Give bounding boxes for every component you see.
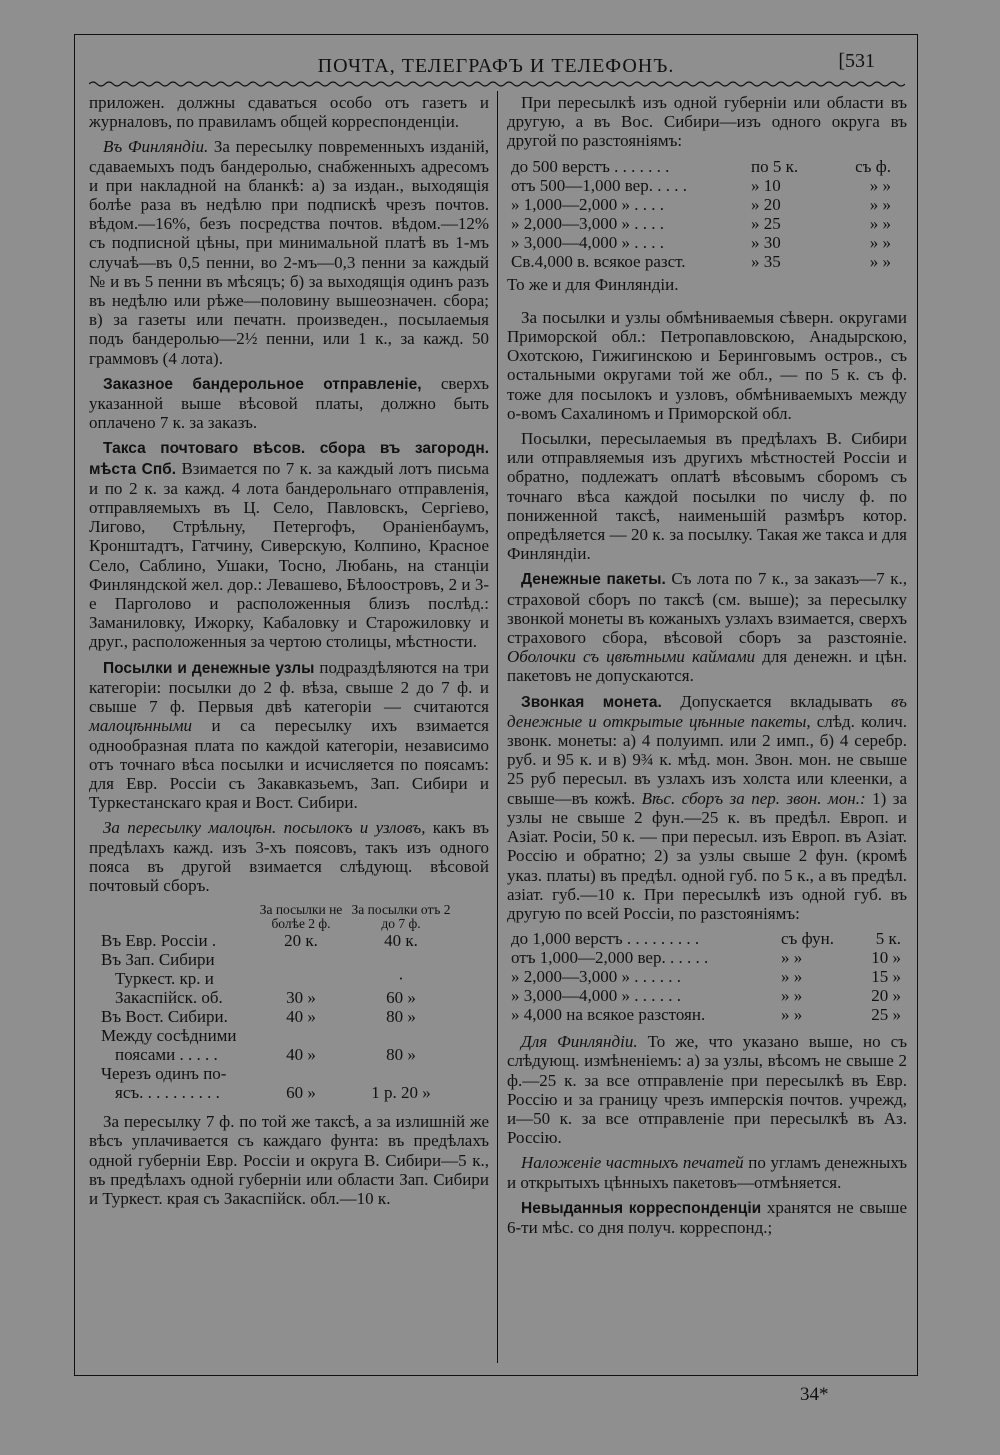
run-in-heading: Наложеніе частныхъ печатей	[521, 1153, 744, 1173]
run-in-heading: Невыданныя корреспонденціи	[521, 1199, 762, 1217]
table-row	[101, 1026, 451, 1045]
emphasis: малоцѣнными	[89, 716, 193, 736]
table-cell: Между сосѣдними	[101, 1026, 237, 1046]
table-cell: » »	[781, 948, 803, 968]
paragraph-text: подраздѣляются на три категоріи: посылки до 2 ф. вѣза, свыше 2 до 7 ф. и свыше 7 ф. Первыя двѣ категоріи — считаются	[89, 657, 489, 717]
paragraph-text: 1) за узлы не свыше 2 фун.—25 к. въ предѣл. Европ. и Азіат. Росіи, 50 к. — при пересыл. изъ Европ. въ Азіат. Россію и обратно; 2) за узлы свыше 2 фун. (кромѣ указ. платы) въ предѣл. одной губ. по 5 к., а въ предѣл. азіат. губ.—10 к. При пересылкѣ изъ одной губ. въ другую по всей Россіи, по разстояніямъ:	[507, 788, 907, 923]
emphasis: въ денежные и открытые цѣнные пакеты,	[507, 691, 907, 731]
table-cell: Туркест. кр. и	[115, 969, 214, 989]
table-cell: ·	[398, 969, 404, 989]
table-row	[101, 1045, 451, 1064]
paragraph	[507, 1198, 907, 1237]
paragraph	[89, 818, 489, 895]
distance-table	[511, 157, 891, 271]
run-in-heading: Такса почтоваго вѣсов. сбора въ загородн. мѣста Спб.	[89, 440, 489, 478]
signature-mark: 34*	[800, 1384, 829, 1405]
table-cell: » »	[781, 967, 803, 987]
paragraph: То же и для Финляндіи.	[507, 274, 679, 294]
paragraph-text: За пересылку повременныхъ изданій, сдаваемыхъ подъ бандеролью, снабженныхъ адресомъ и при накладной на бланкѣ: а) за издан., выходящія болѣе раза въ недѣлю при подпискѣ чрезъ почтов. вѣдом.—16%, безъ посредства почтов. вѣдом.—12% съ подписной цѣны, при минимальной платѣ въ 1-мъ случаѣ—въ 0,5 пенни, во 2-мъ—0,3 пенни за каждый № и въ 5 пенни въ мѣсяцъ; б) за выходящія одинъ разъ въ недѣлю или рѣже—половину вышеозначен. сбора; в) за газеты или печатн. произведен., посылаемыя подъ бандеролью—2½ пенни, или 1 к., за кажд. 50 граммовъ (4 лота).	[89, 137, 489, 368]
table-cell: 30 »	[286, 988, 316, 1008]
paragraph: При пересылкѣ изъ одной губерніи или области въ другую, а въ Вос. Сибири—изъ одного округа въ другой по разстояніямъ:	[507, 93, 907, 151]
coin-distance-table	[511, 929, 901, 1024]
table-cell: 20 к.	[284, 931, 318, 951]
table-row	[101, 950, 451, 969]
paragraph: Посылки, пересылаемыя въ предѣлахъ В. Сибири или отправляемыя изъ другихъ мѣстностей Россіи и обратно, подлежатъ оплатѣ вѣсовымъ сборомъ съ точнаго вѣса каждой посылки по числу ф. по пониженной таксѣ, наименьшій размѣръ котор. опредѣляется — 20 к. за посылку. Такая же такса и для Финляндіи.	[507, 429, 907, 564]
paragraph	[89, 137, 489, 367]
paragraph: приложен. должны сдаваться особо отъ газетъ и журналовъ, по правиламъ общей корреспонденціи.	[89, 93, 489, 132]
table-cell: Черезъ одинъ по-	[101, 1064, 227, 1084]
paragraph	[89, 658, 489, 813]
table-cell: » »	[869, 175, 891, 195]
table-cell	[351, 950, 451, 969]
table-cell: » 20	[751, 194, 781, 214]
table-row	[101, 988, 451, 1007]
table-row	[101, 1064, 451, 1083]
table-row	[101, 931, 451, 950]
table-cell: отъ 500—1,000 вер. . . . .	[511, 175, 687, 195]
page-frame	[74, 34, 918, 1376]
run-in-heading: Для Финляндіи.	[521, 1032, 638, 1052]
table-cell: 40 к.	[384, 931, 418, 951]
paragraph-text: хранятся не свыше 6-ти мѣс. со дня получ. корреспонд.;	[507, 1197, 907, 1237]
table-cell: 20 »	[871, 986, 901, 1006]
emphasis: Вѣс. сборъ за пер. звон. мон.:	[641, 788, 866, 808]
table-cell: » 2,000—3,000 » . . . .	[511, 213, 664, 233]
table-row	[511, 214, 891, 233]
emphasis: Оболочки съ цвѣтными каймами	[507, 647, 756, 667]
table-cell: 5 к.	[875, 929, 901, 949]
table-cell: отъ 1,000—2,000 вер. . . . . .	[511, 948, 709, 968]
table-cell	[351, 1064, 451, 1083]
table-cell: до 500 верстъ . . . . . . .	[511, 156, 670, 176]
run-in-heading: За пересылку малоцѣн. посылокъ и узловъ,	[103, 818, 426, 838]
paragraph	[89, 438, 489, 651]
paragraph-text: для денежн. и цѣн. пакетовъ не допускаются.	[507, 647, 907, 686]
table-cell: » »	[869, 232, 891, 252]
table-row	[511, 233, 891, 252]
column-header: За посылки отъ 2 до 7 ф.	[351, 902, 451, 932]
paragraph-text: какъ въ предѣлахъ кажд. изъ 3-хъ поясовъ, такъ изъ одного пояса въ другой взимается слѣдующ. вѣсовой почтовый сборъ.	[89, 818, 489, 895]
paragraph-text: слѣд. колич. звонк. монеты: а) 4 полуимп. или 2 имп., б) 4 серебр. руб. и 95 к. и в) 9¾ к. мѣд. мон. Звон. мон. не свыше 25 руб пересыл. въ узлахъ изъ холста или клеенки, а свыше—въ кожѣ.	[507, 711, 907, 808]
table-cell: ясъ. . . . . . . . . .	[115, 1083, 220, 1103]
paragraph: За посылки и узлы обмѣниваемыя сѣверн. округами Приморской обл.: Петропавловскою, Анадырскою, Охотскою, Гижигинскою и Беринговымъ остров., съ остальными округами той же обл., — по 5 к. съ ф. тоже для посылокъ и узловъ, обмѣниваемыхъ между о-вомъ Сахалиномъ и Приморской обл.	[507, 307, 907, 423]
table-cell	[251, 1026, 351, 1045]
table-cell: поясами . . . . .	[115, 1045, 218, 1065]
table-cell	[351, 1026, 451, 1045]
table-cell: 40 »	[286, 1045, 316, 1065]
table-cell: Закаспійск. об.	[115, 988, 223, 1008]
table-cell: » 30	[751, 232, 781, 252]
table-cell	[251, 950, 351, 969]
table-row	[511, 1005, 901, 1024]
table-row	[511, 967, 901, 986]
table-cell: Св.4,000 в. всякое разст.	[511, 251, 686, 271]
paragraph-text: Съ лота по 7 к., за заказъ—7 к., страховой сборъ по таксѣ (см. выше); за пересылку звонкой монеты въ кожаныхъ узлахъ взимается, сверхъ страхового сбора, вѣсовой сборъ за разстояніе.	[507, 569, 907, 648]
table-cell: Въ Зап. Сибири	[101, 950, 215, 970]
table-cell: 80 »	[386, 1045, 416, 1065]
table-row	[511, 252, 891, 271]
table-row	[511, 948, 901, 967]
table-cell: 40 »	[286, 1007, 316, 1027]
table-cell: » 3,000—4,000 » . . . .	[511, 232, 664, 252]
table-cell: » 4,000 на всякое разстоян.	[511, 1005, 706, 1025]
paragraph	[507, 692, 907, 923]
table-cell: » 1,000—2,000 » . . . .	[511, 194, 664, 214]
table-cell: » »	[869, 194, 891, 214]
table-row	[101, 1083, 451, 1102]
table-cell: Въ Вост. Сибири.	[101, 1007, 228, 1027]
table-cell	[251, 1064, 351, 1083]
table-cell: » 2,000—3,000 » . . . . . .	[511, 967, 681, 987]
running-header	[75, 35, 917, 79]
paragraph	[507, 1153, 907, 1191]
column-divider	[497, 91, 498, 1363]
table-row	[511, 929, 901, 948]
wavy-rule	[89, 79, 905, 89]
paragraph	[507, 569, 907, 685]
tariff-table	[101, 903, 451, 1102]
paragraph-text: То же, что указано выше, но съ слѣдующ. измѣненіемъ: а) за узлы, вѣсомъ не свыше 2 ф.—25 к. за все отправленіе при пересылкѣ въ Евр. Россію и за границу чрезъ имперскія почтов. учрежд, и—50 к. за все отправленіе при пересылкѣ въ Аз. Россію.	[507, 1032, 907, 1148]
table-row	[511, 176, 891, 195]
table-row	[511, 986, 901, 1005]
table-row	[101, 1007, 451, 1026]
table-cell: » »	[869, 213, 891, 233]
table-cell: » 3,000—4,000 » . . . . . .	[511, 986, 681, 1006]
paragraph	[507, 1032, 907, 1147]
table-cell	[251, 969, 351, 988]
table-cell: съ фун.	[781, 929, 835, 949]
table-cell: по 5 к.	[751, 156, 799, 176]
table-cell: 60 »	[386, 988, 416, 1008]
paragraph-text: Взимается по 7 к. за каждый лотъ письма и по 2 к. за кажд. 4 лота бандерольнаго отправленія, отправляемыхъ въ Ц. Село, Павловскъ, Сергіево, Лигово, Стрѣльну, Петергофъ, Ораніенбаумъ, Кронштадтъ, Гатчину, Сиверскую, Колпино, Красное Село, Саблино, Ушаки, Тосно, Любань, на станціи Финляндской жел. дор.: Левашево, Бѣлоостровъ, 2 и 3-е Парголово и расположенныя близъ послѣд.: Заманиловку, Ижорку, Кабаловку и Старожиловку и друг., расположенныя за чертою столицы, мѣстности.	[89, 458, 490, 652]
paragraph-text: Допускается вкладывать	[661, 691, 892, 711]
table-cell: » 35	[751, 251, 781, 271]
table-cell: » 10	[751, 175, 781, 195]
right-column	[507, 93, 907, 1243]
table-header-row	[101, 903, 451, 931]
paragraph	[89, 374, 489, 433]
table-cell: 10 »	[871, 948, 901, 968]
run-in-heading: Заказное бандерольное отправленіе,	[103, 375, 422, 393]
paragraph-text: и са пересылку ихъ взимается однообразная плата по каждой категоріи, независимо отъ точнаго вѣса посылки и исчисляется по поясамъ: для Евр. Россіи съ Закавказьемъ, Зап. Сибири и Туркестанскаго края и Вост. Сибири.	[89, 716, 489, 813]
table-row	[511, 195, 891, 214]
table-cell: » 25	[751, 213, 781, 233]
paragraph-text: по угламъ денежныхъ и открытыхъ цѣнныхъ пакетовъ—отмѣняется.	[507, 1153, 908, 1192]
table-cell: до 1,000 верстъ . . . . . . . . .	[511, 929, 700, 949]
table-cell: » »	[781, 1005, 803, 1025]
run-in-heading: Посылки и денежные узлы	[103, 659, 315, 677]
paragraph: За пересылку 7 ф. по той же таксѣ, а за излишній же вѣсъ уплачивается съ каждаго фунта: въ предѣлахъ одной губерніи Евр. Россіи и округа В. Сибири—5 к., въ предѣлахъ одной губерніи или области Зап. Сибири и Туркест. края съ Закаспійск. обл.—10 к.	[89, 1112, 489, 1208]
table-cell: съ ф.	[855, 156, 891, 176]
table-cell: » »	[869, 251, 891, 271]
column-header: За посылки не болѣе 2 ф.	[259, 902, 343, 932]
table-cell: 1 р. 20 »	[371, 1083, 431, 1103]
table-cell: 80 »	[386, 1007, 416, 1027]
table-cell: Въ Евр. Россіи .	[101, 931, 217, 951]
page-number: [531	[838, 50, 875, 72]
table-cell: 15 »	[871, 967, 901, 987]
table-cell: » »	[781, 986, 803, 1006]
table-cell: 25 »	[871, 1005, 901, 1025]
run-in-heading: Звонкая монета.	[521, 693, 662, 711]
page-title: ПОЧТА, ТЕЛЕГРАФЪ И ТЕЛЕФОНЪ.	[317, 55, 675, 77]
table-row	[101, 969, 451, 988]
table-row	[511, 157, 891, 176]
left-column	[89, 93, 489, 1214]
paragraph-text: сверхъ указанной выше вѣсовой платы, должно быть оплачено 7 к. за заказъ.	[89, 373, 489, 433]
run-in-heading: Денежные пакеты.	[521, 571, 666, 589]
table-cell: 60 »	[286, 1083, 316, 1103]
run-in-heading: Въ Финляндіи.	[103, 137, 209, 157]
